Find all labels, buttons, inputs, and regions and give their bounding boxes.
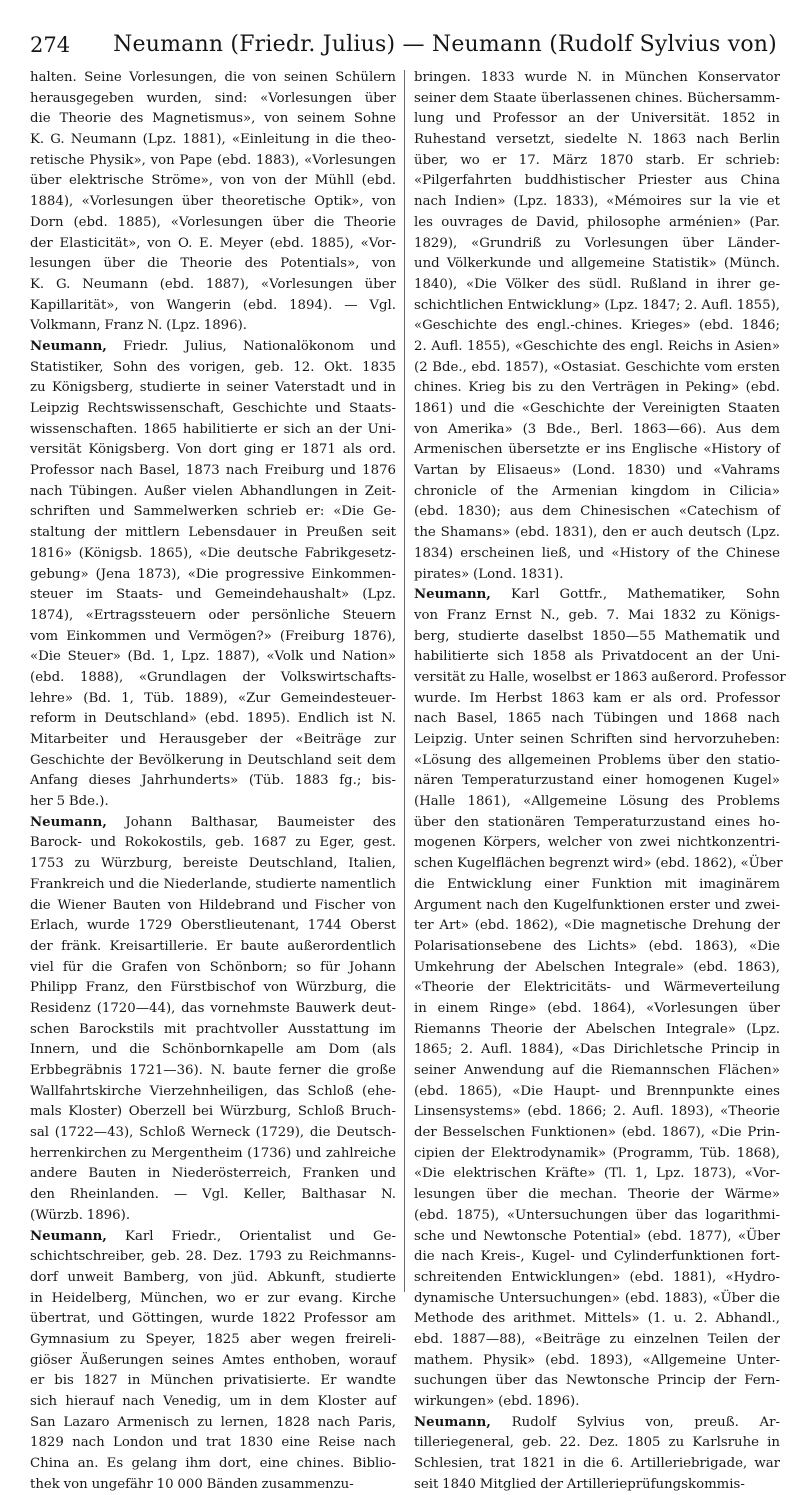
text-line	[414, 1289, 780, 1310]
text-line	[414, 337, 780, 358]
text-line	[30, 1123, 396, 1144]
line-text: der Besselschen Funktionen» (ebd. 1867), «Die Prin-	[414, 1125, 780, 1141]
text-line	[414, 854, 783, 875]
line-text: 1840), «Die Völker des südl. Rußland in ihrer ge-	[414, 276, 780, 292]
text-line	[30, 833, 396, 854]
line-text: pirates» (Lond. 1831).	[414, 566, 564, 582]
line-text: 1884), «Vorlesungen über theoretische Optik», von	[30, 194, 396, 210]
text-line	[414, 1082, 780, 1103]
line-text: schreitenden Entwicklungen» (ebd. 1881), «Hydro-	[414, 1269, 780, 1285]
line-text: Leipzig Rechtswissenschaft, Geschichte und Staats-	[30, 401, 396, 416]
line-text: 1865; 2. Aufl. 1884), «Das Dirichletsche Princip in	[414, 1042, 780, 1058]
text-line	[30, 916, 396, 937]
text-line	[30, 1102, 396, 1123]
line-text: dynamische Untersuchungen» (ebd. 1883), «Über die	[414, 1290, 780, 1306]
line-text: lehre» (Bd. 1, Tüb. 1889), «Zur Gemeindesteuer-	[30, 690, 396, 706]
line-text: Anfang dieses Jahrhunderts» (Tüb. 1883 fg.; bis-	[30, 773, 396, 789]
text-line	[414, 502, 780, 523]
text-line	[414, 192, 780, 213]
text-line	[30, 109, 396, 130]
line-text: viel für die Grafen von Schönborn; so für Johann	[30, 959, 396, 975]
text-line	[414, 1454, 780, 1475]
text-line	[414, 378, 780, 399]
text-line	[30, 213, 396, 234]
text-line	[414, 234, 780, 255]
text-line	[414, 109, 780, 130]
line-text: Methode des arithmet. Mittels» (1. u. 2. Abhandl.,	[414, 1311, 780, 1327]
text-line	[414, 1206, 780, 1227]
line-text: reform in Deutschland» (ebd. 1895). Endlich ist N.	[30, 711, 396, 727]
line-text: seit 1840 Mitglied der Artillerieprüfungskommis-	[414, 1476, 745, 1492]
text-line	[30, 1061, 396, 1082]
line-text: nach Tübingen. Außer vielen Abhandlungen in Zeit-	[30, 483, 396, 499]
line-text: schichtlichen Entwicklung» (Lpz. 1847; 2. Aufl. 1855),	[414, 297, 780, 313]
line-text: Statistiker, Sohn des vorigen, geb. 12. Okt. 1835	[30, 359, 396, 375]
text-line	[414, 565, 780, 586]
text-line	[414, 730, 780, 751]
line-text: versität zu Halle, woselbst er 1863 außerord. Professor	[414, 669, 786, 685]
entry-first-line	[30, 1227, 396, 1248]
text-line	[414, 1433, 780, 1454]
line-text: andere Bauten in Niederösterreich, Franken und	[30, 1166, 396, 1182]
entry-first-line	[30, 337, 396, 358]
text-columns	[30, 68, 786, 1492]
line-text: übertrat, und Göttingen, wurde 1822 Professor am	[30, 1311, 396, 1327]
line-text: (ebd. 1830); aus dem Chinesischen «Catechism of	[414, 504, 780, 520]
text-line	[414, 1392, 780, 1413]
line-text: Frankreich und die Niederlande, studierte namentlich	[30, 876, 396, 892]
text-line	[30, 1164, 396, 1185]
line-text: bringen. 1833 wurde N. in München Konservator	[414, 70, 780, 85]
line-text: Professor nach Basel, 1873 nach Freiburg und 1876	[30, 463, 396, 479]
line-text: Karl Gottfr., Mathematiker, Sohn	[490, 587, 780, 603]
text-line	[414, 482, 780, 503]
line-text: mals Kloster) Oberzell bei Würzburg, Schloß Bruch-	[30, 1104, 396, 1120]
text-line	[30, 627, 396, 648]
text-line	[414, 213, 780, 234]
line-text: über, wo er 17. März 1870 starb. Er schrieb:	[414, 152, 780, 168]
text-line	[30, 523, 396, 544]
line-text: (2 Bde., ebd. 1857), «Ostasiat. Geschichte vom ersten	[414, 359, 780, 375]
text-line	[414, 1227, 780, 1248]
page-number: 274	[30, 33, 71, 57]
line-text: «Die elektrischen Kräfte» (Tl. 1, Lpz. 1873), «Vor-	[414, 1166, 780, 1182]
line-text: Armenischen übersetzte er ins Englische «History of	[414, 442, 780, 458]
text-line	[30, 730, 396, 751]
line-text: Wallfahrtskirche Vierzehnheiligen, das Schloß (ehe-	[30, 1083, 396, 1099]
text-line	[414, 1371, 780, 1392]
line-text: wirkungen» (ebd. 1896).	[414, 1394, 580, 1409]
line-text: Innern, und die Schönbornkapelle am Dom (als	[30, 1042, 396, 1058]
text-line	[30, 1144, 396, 1165]
line-text: vom Einkommen und Vermögen?» (Freiburg 1876),	[30, 628, 396, 644]
text-line	[30, 1454, 396, 1475]
line-text: habilitierte sich 1858 als Privatdocent an der Uni-	[414, 649, 780, 665]
text-line	[30, 854, 396, 875]
text-line	[414, 709, 780, 730]
line-text: suchungen über das Newtonsche Princip der Fern-	[414, 1373, 780, 1389]
text-line	[414, 544, 780, 565]
line-text: 1834) erscheinen ließ, und «History of the Chinese	[414, 545, 780, 561]
text-line	[414, 937, 780, 958]
line-text: her 5 Bde.).	[30, 794, 109, 810]
line-text: die Wiener Bauten von Hildebrand und Fischer von	[30, 897, 396, 913]
line-text: Rudolf Sylvius von, preuß. Ar-	[490, 1414, 780, 1430]
text-line	[414, 606, 780, 627]
line-text: der fränk. Kreisartillerie. Er baute außerordentlich	[30, 938, 396, 954]
text-line	[30, 192, 396, 213]
line-text: 1753 zu Würzburg, bereiste Deutschland, Italien,	[30, 856, 396, 872]
line-text: Polarisationsebene des Lichts» (ebd. 1863), «Die	[414, 938, 780, 954]
line-text: über elektrische Ströme», von von der Mühll (ebd.	[30, 173, 396, 189]
text-line	[30, 378, 396, 399]
line-text: nach Basel, 1865 nach Tübingen und 1868 nach	[414, 711, 780, 727]
line-text: Kapillarität», von Wangerin (ebd. 1894). — Vgl.	[30, 297, 396, 313]
line-text: «Die Steuer» (Bd. 1, Lpz. 1887), «Volk und Nation»	[30, 649, 396, 665]
text-line	[414, 896, 780, 917]
text-line	[414, 1102, 780, 1123]
text-line	[30, 1268, 396, 1289]
line-text: Erbbegräbnis 1721—36). N. baute ferner die große	[30, 1063, 396, 1078]
line-text: 2. Aufl. 1855), «Geschichte des engl. Reichs in Asien»	[414, 338, 780, 354]
entry-headword: Neumann,	[414, 587, 491, 603]
text-line	[30, 689, 396, 710]
line-text: mogenen Körpers, welcher von zwei nichtkonzentri-	[414, 835, 780, 851]
text-line	[30, 668, 396, 689]
line-text: schriften und Sammelwerken schrieb er: «Die Ge-	[30, 504, 396, 520]
line-text: 1816» (Königsb. 1865), «Die deutsche Fabrikgesetz-	[30, 545, 396, 561]
line-text: les ouvrages de David, philosophe arménien» (Par.	[414, 214, 780, 230]
text-line	[414, 999, 780, 1020]
line-text: San Lazaro Armenisch zu lernen, 1828 nach Paris,	[30, 1414, 396, 1430]
line-text: Philipp Franz, den Fürstbischof von Würzburg, die	[30, 980, 396, 996]
text-line	[414, 440, 780, 461]
text-line	[414, 627, 780, 648]
line-text: Argument nach den Kugelfunktionen erster und zwei-	[414, 897, 780, 913]
line-text: die nach Kreis-, Kugel- und Cylinderfunktionen fort-	[414, 1249, 780, 1265]
line-text: (Halle 1861), «Allgemeine Lösung des Problems	[414, 794, 780, 810]
text-line	[414, 399, 780, 420]
text-line	[30, 89, 396, 110]
text-line	[30, 68, 396, 89]
line-text: seiner dem Staate überlassenen chines. Büchersamm-	[414, 90, 780, 106]
text-line	[414, 171, 780, 192]
text-line	[30, 875, 396, 896]
line-text: «Theorie der Elektricitäts- und Wärmeverteilung	[414, 980, 780, 996]
text-line	[30, 585, 396, 606]
left-column	[30, 68, 396, 1492]
text-line	[30, 978, 396, 999]
line-text: 1874), «Ertragssteuern oder persönliche Steuern	[30, 607, 396, 623]
text-line	[30, 1392, 396, 1413]
line-text: chronicle of the Armenian kingdom in Cilicia»	[414, 483, 780, 499]
line-text: ebd. 1887—88), «Beiträge zu einzelnen Teilen der	[414, 1331, 780, 1347]
text-line	[414, 275, 780, 296]
line-text: er bis 1827 in München privatisierte. Er wandte	[30, 1373, 396, 1389]
text-line	[414, 151, 780, 172]
line-text: Karl Friedr., Orientalist und Ge-	[106, 1228, 396, 1244]
text-line	[414, 916, 780, 937]
text-line	[30, 1206, 396, 1227]
line-text: der Elasticität», von O. E. Meyer (ebd. 1885), «Vor-	[30, 235, 396, 251]
text-line	[414, 1061, 780, 1082]
line-text: nären Temperaturzustand einer homogenen Kugel»	[414, 773, 780, 789]
text-line	[30, 316, 396, 337]
text-line	[30, 958, 396, 979]
text-line	[30, 1040, 396, 1061]
text-line	[30, 1413, 396, 1434]
text-line	[414, 875, 780, 896]
text-line	[414, 1164, 780, 1185]
line-text: Volkmann, Franz N. (Lpz. 1896).	[30, 318, 247, 334]
text-line	[414, 1020, 780, 1041]
line-text: schichtschreiber, geb. 28. Dez. 1793 zu Reichmanns-	[30, 1249, 396, 1265]
text-line	[414, 358, 780, 379]
entry-headword: Neumann,	[30, 338, 107, 354]
line-text: staltung der mittlern Lebensdauer in Preußen seit	[30, 525, 396, 541]
text-line	[414, 1144, 780, 1165]
entry-headword: Neumann,	[30, 814, 107, 830]
line-text: Linsensystems» (ebd. 1866; 2. Aufl. 1893), «Theorie	[414, 1104, 780, 1120]
line-text: Mitarbeiter und Herausgeber der «Beiträge zur	[30, 732, 396, 747]
page-header	[30, 28, 780, 62]
line-text: berg, studierte daselbst 1850—55 Mathematik und	[414, 628, 780, 644]
line-text: herausgegeben wurden, sind: «Vorlesungen über	[30, 90, 396, 106]
line-text: die Theorie des Magnetismus», von seinem Sohne	[30, 111, 396, 127]
text-line	[414, 523, 780, 544]
text-line	[30, 254, 396, 275]
line-text: gebung» (Jena 1873), «Die progressive Einkommen-	[30, 566, 396, 582]
line-text: herrenkirchen zu Mergentheim (1736) und zahlreiche	[30, 1145, 396, 1161]
text-line	[414, 833, 780, 854]
text-line	[30, 151, 396, 172]
text-line	[414, 1040, 780, 1061]
text-line	[414, 316, 780, 337]
line-text: Umkehrung der Abelschen Integrale» (ebd. 1863),	[414, 959, 780, 975]
line-text: China an. Es gelang ihm dort, eine chines. Biblio-	[30, 1456, 396, 1472]
line-text: the Shamans» (ebd. 1831), den er auch deutsch (Lpz.	[414, 525, 780, 541]
line-text: schen Kugelflächen begrenzt wird» (ebd. 1862), «Über	[414, 856, 783, 872]
line-text: wurde. Im Herbst 1863 kam er als ord. Professor	[414, 690, 780, 706]
text-line	[30, 1475, 396, 1495]
line-text: Erlach, wurde 1729 Oberstlieutenant, 1744 Oberst	[30, 918, 396, 934]
text-line	[30, 1309, 396, 1330]
line-text: 1861) und die «Geschichte der Vereinigten Staaten	[414, 401, 780, 416]
text-line	[30, 275, 396, 296]
text-line	[30, 544, 396, 565]
line-text: Residenz (1720—44), das vornehmste Bauwerk deut-	[30, 1000, 396, 1016]
line-text: schen Barockstils mit prachtvoller Ausstattung im	[30, 1021, 396, 1037]
line-text: giöser Äußerungen seines Amtes enthoben, worauf	[30, 1352, 396, 1368]
text-line	[30, 1351, 396, 1372]
text-line	[30, 792, 396, 813]
line-text: Dorn (ebd. 1885), «Vorlesungen über die Theorie	[30, 214, 396, 230]
line-text: Schlesien, trat 1821 in die 6. Artilleriebrigade, war	[414, 1456, 780, 1472]
text-line	[414, 254, 780, 275]
text-line	[30, 1330, 396, 1351]
line-text: über den stationären Temperaturzustand eines ho-	[414, 814, 780, 830]
line-text: sche und Newtonsche Potential» (ebd. 1877), «Über	[414, 1228, 780, 1244]
line-text: in Heidelberg, München, wo er zur evang. Kirche	[30, 1290, 396, 1306]
text-line	[414, 647, 780, 668]
text-line	[30, 358, 396, 379]
text-line	[414, 689, 780, 710]
text-line	[30, 896, 396, 917]
line-text: seiner Anwendung auf die Riemannschen Flächen»	[414, 1063, 780, 1078]
line-text: (Würzb. 1896).	[30, 1207, 131, 1223]
line-text: sal (1722—43), Schloß Werneck (1729), die Deutsch-	[30, 1125, 396, 1141]
line-text: (ebd. 1865), «Die Haupt- und Brennpunkte eines	[414, 1083, 780, 1099]
text-line	[414, 813, 780, 834]
entry-first-line	[414, 1413, 780, 1434]
line-text: (ebd. 1875), «Untersuchungen über das logarithmi-	[414, 1207, 780, 1223]
text-line	[414, 1247, 780, 1268]
text-line	[414, 978, 780, 999]
line-text: Friedr. Julius, Nationalökonom und	[106, 338, 396, 354]
text-line	[30, 1247, 396, 1268]
text-line	[30, 1020, 396, 1041]
line-text: den Rheinlanden. — Vgl. Keller, Balthasar N.	[30, 1187, 396, 1203]
line-text: von Amerika» (3 Bde., Berl. 1863—66). Aus dem	[414, 421, 780, 437]
line-text: 1829 nach London und trat 1830 eine Reise nach	[30, 1435, 396, 1451]
line-text: Riemanns Theorie der Abelschen Integrale» (Lpz.	[414, 1021, 780, 1037]
text-line	[414, 1475, 780, 1495]
line-text: mathem. Physik» (ebd. 1893), «Allgemeine Unter-	[414, 1352, 780, 1368]
text-line	[414, 420, 780, 441]
text-line	[414, 1123, 780, 1144]
line-text: Ruhestand versetzt, siedelte N. 1863 nach Berlin	[414, 132, 780, 148]
text-line	[30, 771, 396, 792]
line-text: chines. Krieg bis zu den Verträgen in Peking» (ebd.	[414, 380, 780, 396]
line-text: lesungen über die Theorie des Potentials», von	[30, 256, 396, 272]
line-text: Johann Balthasar, Baumeister des	[106, 814, 396, 830]
line-text: zu Königsberg, studierte in seiner Vaterstadt und in	[30, 380, 396, 396]
text-line	[414, 1330, 780, 1351]
text-line	[30, 1289, 396, 1310]
line-text: K. G. Neumann (ebd. 1887), «Vorlesungen über	[30, 276, 396, 292]
text-line	[414, 792, 780, 813]
line-text: 1829), «Grundriß zu Vorlesungen über Länder-	[414, 235, 780, 251]
entry-headword: Neumann,	[30, 1228, 107, 1244]
running-head: Neumann (Friedr. Julius) — Neumann (Rudolf Sylvius von)	[113, 32, 777, 57]
line-text: lung und Professor an der Universität. 1852 in	[414, 111, 780, 127]
text-line	[30, 461, 396, 482]
line-text: ter Art» (ebd. 1862), «Die magnetische Drehung der	[414, 918, 780, 934]
text-line	[30, 1433, 396, 1454]
line-text: steuer im Staats- und Gemeindehaushalt» (Lpz.	[30, 587, 396, 603]
entry-first-line	[30, 813, 396, 834]
line-text: «Pilgerfahrten buddhistischer Priester aus China	[414, 173, 780, 189]
text-line	[414, 1185, 780, 1206]
line-text: von Franz Ernst N., geb. 7. Mai 1832 zu Königs-	[414, 607, 780, 623]
line-text: lesungen über die mechan. Theorie der Wärme»	[414, 1187, 780, 1203]
text-line	[30, 482, 396, 503]
line-text: wissenschaften. 1865 habilitierte er sich an der Uni-	[30, 421, 396, 437]
right-column	[414, 68, 786, 1492]
text-line	[30, 171, 396, 192]
entry-headword: Neumann,	[414, 1414, 491, 1430]
line-text: nach Indien» (Lpz. 1833), «Mémoires sur la vie et	[414, 194, 780, 210]
text-line	[30, 709, 396, 730]
line-text: K. G. Neumann (Lpz. 1881), «Einleitung in die theo-	[30, 132, 396, 148]
line-text: sich hierauf nach Venedig, um in dem Kloster auf	[30, 1394, 396, 1409]
line-text: thek von ungefähr 10 000 Bänden zusammenzu-	[30, 1476, 354, 1492]
text-line	[414, 130, 780, 151]
line-text: tilleriegeneral, geb. 22. Dez. 1805 zu Karlsruhe in	[414, 1435, 780, 1451]
text-line	[30, 296, 396, 317]
text-line	[414, 461, 780, 482]
text-line	[414, 751, 780, 772]
line-text: cipien der Elektrodynamik» (Programm, Tüb. 1868),	[414, 1145, 780, 1161]
text-line	[30, 999, 396, 1020]
text-line	[30, 1185, 396, 1206]
line-text: Gymnasium zu Speyer, 1825 aber wegen freireli-	[30, 1331, 396, 1347]
text-line	[30, 751, 396, 772]
text-line	[30, 234, 396, 255]
text-line	[30, 130, 396, 151]
text-line	[414, 68, 780, 89]
line-text: die Entwicklung einer Funktion mit imaginärem	[414, 876, 780, 892]
text-line	[30, 420, 396, 441]
line-text: in einem Ringe» (ebd. 1864), «Vorlesungen über	[414, 1000, 780, 1016]
text-line	[30, 440, 396, 461]
line-text: Vartan by Elisaeus» (Lond. 1830) und «Vahrams	[414, 463, 780, 479]
text-line	[414, 296, 780, 317]
text-line	[30, 1082, 396, 1103]
text-line	[414, 771, 780, 792]
text-line	[30, 606, 396, 627]
entry-first-line	[414, 585, 780, 606]
text-line	[30, 1371, 396, 1392]
text-line	[30, 399, 396, 420]
text-line	[414, 89, 780, 110]
text-line	[414, 1351, 780, 1372]
text-line	[30, 647, 396, 668]
line-text: «Lösung des allgemeinen Problems über den statio-	[414, 752, 780, 768]
line-text: retische Physik», von Pape (ebd. 1883), «Vorlesungen	[30, 152, 396, 168]
text-line	[414, 668, 786, 689]
line-text: Leipzig. Unter seinen Schriften sind hervorzuheben:	[414, 732, 780, 747]
line-text: «Geschichte des engl.-chines. Krieges» (ebd. 1846;	[414, 318, 780, 334]
column-divider	[404, 70, 405, 1292]
text-line	[30, 565, 396, 586]
line-text: halten. Seine Vorlesungen, die von seinen Schülern	[30, 70, 396, 85]
text-line	[414, 958, 780, 979]
line-text: versität Königsberg. Von dort ging er 1871 als ord.	[30, 442, 396, 458]
text-line	[414, 1268, 780, 1289]
line-text: und Völkerkunde und allgemeine Statistik» (Münch.	[414, 256, 780, 272]
line-text: Barock- und Rokokostils, geb. 1687 zu Eger, gest.	[30, 835, 396, 851]
line-text: dorf unweit Bamberg, von jüd. Abkunft, studierte	[30, 1269, 396, 1285]
line-text: (ebd. 1888), «Grundlagen der Volkswirtschafts-	[30, 669, 396, 685]
line-text: Geschichte der Bevölkerung in Deutschland seit dem	[30, 752, 396, 768]
text-line	[30, 502, 396, 523]
text-line	[30, 937, 396, 958]
text-line	[414, 1309, 780, 1330]
